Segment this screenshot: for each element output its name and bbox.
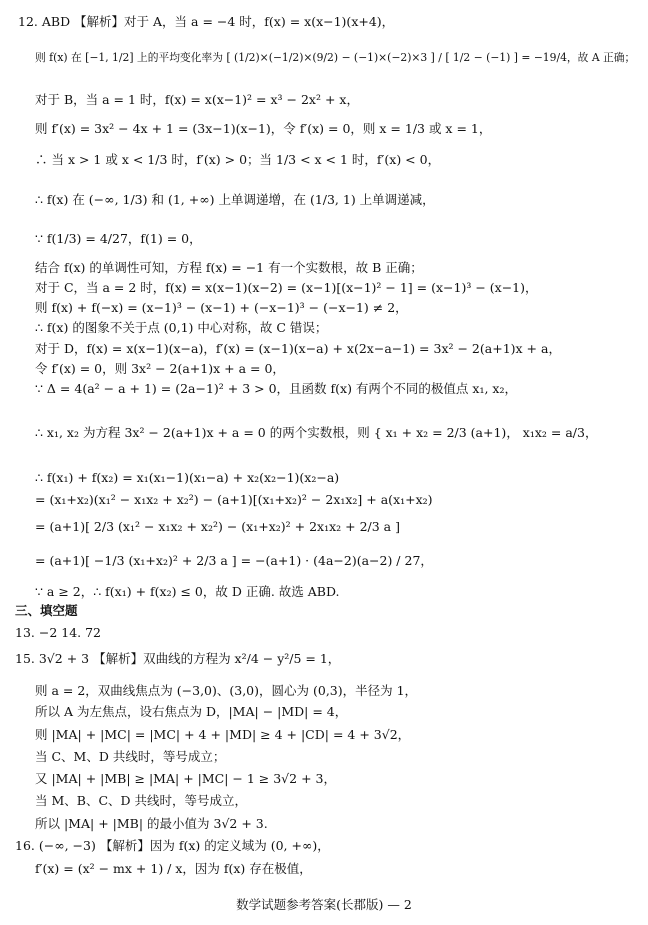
- text-line: 则 f(x) + f(−x) = (x−1)³ − (x−1) + (−x−1)³ − (−x−1) ≠ 2，: [35, 300, 408, 315]
- text-line: ∵ f(1/3) = 4/27，f(1) = 0，: [35, 231, 202, 246]
- text-line: 15. 3√2 + 3 【解析】双曲线的方程为 x²/4 − y²/5 = 1，: [15, 651, 341, 666]
- section-heading: 三、填空题: [15, 603, 78, 618]
- text-line: ∵ a ≥ 2，∴ f(x₁) + f(x₂) ≤ 0，故 D 正确. 故选 ABD.: [35, 584, 340, 599]
- text-line: 结合 f(x) 的单调性可知，方程 f(x) = −1 有一个实数根，故 B 正确；: [35, 260, 423, 275]
- text-line: 则 f(x) 在 [−1, 1/2] 上的平均变化率为 [ (1/2)×(−1/2)×(9/2) − (−1)×(−2)×3 ] / [ 1/2 − (−1) ] = −19/4，故 A 正确；: [35, 51, 636, 64]
- text-line: 所以 A 为左焦点，设右焦点为 D，|MA| − |MD| = 4，: [35, 704, 348, 719]
- text-line: f′(x) = (x² − mx + 1) / x，因为 f(x) 存在极值，: [35, 861, 312, 876]
- text-line: = (a+1)[ 2/3 (x₁² − x₁x₂ + x₂²) − (x₁+x₂)² + 2x₁x₂ + 2/3 a ]: [35, 519, 400, 534]
- text-line: 12. ABD 【解析】对于 A，当 a = −4 时，f(x) = x(x−1)(x+4)，: [18, 14, 395, 29]
- text-line: ∴ f(x) 在 (−∞, 1/3) 和 (1, +∞) 上单调递增，在 (1/3, 1) 上单调递减，: [35, 192, 435, 207]
- text-line: ∴ f(x₁) + f(x₂) = x₁(x₁−1)(x₁−a) + x₂(x₂−1)(x₂−a): [35, 470, 340, 485]
- text-line: 对于 D，f(x) = x(x−1)(x−a)，f′(x) = (x−1)(x−a) + x(2x−a−1) = 3x² − 2(a+1)x + a，: [35, 341, 561, 356]
- page-footer: 数学试题参考答案(长郡版) — 2: [236, 897, 412, 912]
- text-line: ∴ 当 x > 1 或 x < 1/3 时，f′(x) > 0；当 1/3 < x < 1 时，f′(x) < 0，: [35, 152, 441, 167]
- text-line: ∴ x₁, x₂ 为方程 3x² − 2(a+1)x + a = 0 的两个实数根，则 { x₁ + x₂ = 2/3 (a+1)， x₁x₂ = a/3，: [35, 425, 598, 440]
- text-line: 所以 |MA| + |MB| 的最小值为 3√2 + 3.: [35, 816, 268, 831]
- text-line: = (a+1)[ −1/3 (x₁+x₂)² + 2/3 a ] = −(a+1) · (4a−2)(a−2) / 27，: [35, 553, 433, 568]
- text-line: 令 f′(x) = 0，则 3x² − 2(a+1)x + a = 0，: [35, 361, 285, 376]
- text-line: ∴ f(x) 的图象不关于点 (0,1) 中心对称，故 C 错误；: [35, 320, 328, 335]
- text-line: 则 |MA| + |MC| = |MC| + 4 + |MD| ≥ 4 + |CD| = 4 + 3√2，: [35, 727, 411, 742]
- text-line: 则 f′(x) = 3x² − 4x + 1 = (3x−1)(x−1)，令 f′(x) = 0，则 x = 1/3 或 x = 1，: [35, 121, 492, 136]
- text-line: 又 |MA| + |MB| ≥ |MA| + |MC| − 1 ≥ 3√2 + 3，: [35, 771, 336, 786]
- text-line: ∵ Δ = 4(a² − a + 1) = (2a−1)² + 3 > 0，且函数 f(x) 有两个不同的极值点 x₁, x₂，: [35, 381, 517, 396]
- text-line: 则 a = 2，双曲线焦点为 (−3,0)、(3,0)，圆心为 (0,3)，半径为 1，: [35, 683, 418, 698]
- text-line: 13. −2 14. 72: [15, 625, 102, 640]
- text-line: = (x₁+x₂)(x₁² − x₁x₂ + x₂²) − (a+1)[(x₁+x₂)² − 2x₁x₂] + a(x₁+x₂): [35, 492, 433, 507]
- text-line: 对于 C，当 a = 2 时，f(x) = x(x−1)(x−2) = (x−1)[(x−1)² − 1] = (x−1)³ − (x−1)，: [35, 280, 538, 295]
- text-line: 对于 B，当 a = 1 时，f(x) = x(x−1)² = x³ − 2x² + x，: [35, 92, 359, 107]
- text-line: 当 M、B、C、D 共线时，等号成立，: [35, 793, 248, 808]
- text-line: 16. (−∞, −3) 【解析】因为 f(x) 的定义域为 (0, +∞)，: [15, 838, 330, 853]
- text-line: 当 C、M、D 共线时，等号成立；: [35, 749, 226, 764]
